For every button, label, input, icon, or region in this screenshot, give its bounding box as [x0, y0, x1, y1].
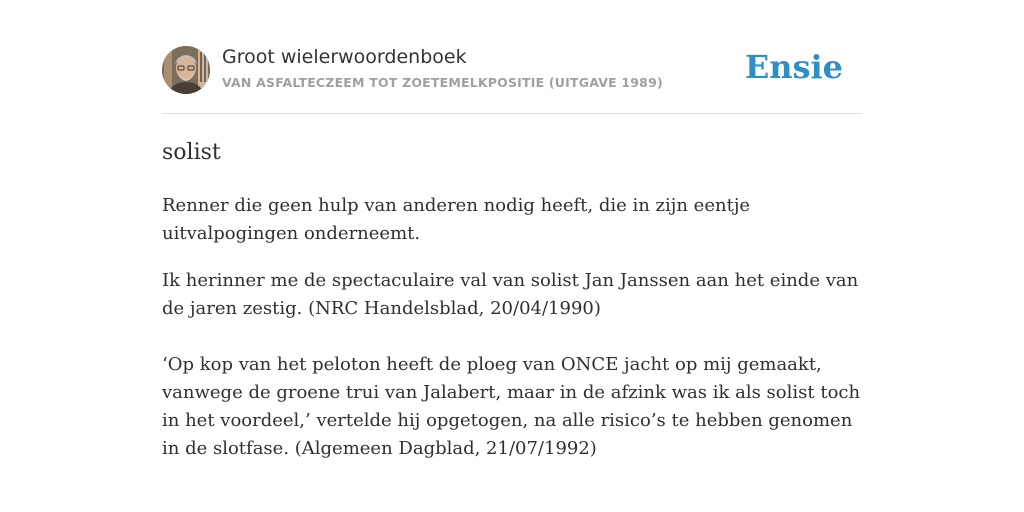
entry-definition: Renner die geen hulp van anderen nodig heeft, die in zijn eentje uitvalpogingen onderneemt. — [162, 195, 751, 244]
entry-quote: ‘Op kop van het peloton heeft de ploeg van ONCE jacht op mij gemaakt, vanwege de groene trui van Jalabert, maar in de afzink was ik als solist toch in het voordeel,’ vertelde hij opgetogen, na alle risico’s te hebben genomen in de slotfase. (Algemeen Dagblad, 21/07/1992) — [162, 354, 861, 459]
source-title[interactable]: Groot wielerwoordenboek — [222, 46, 467, 68]
source-header — [162, 46, 862, 114]
author-avatar[interactable] — [162, 46, 210, 94]
source-subtitle: VAN ASFALTECZEEM TOT ZOETEMELKPOSITIE (UITGAVE 1989) — [222, 75, 663, 90]
entry-term: solist — [162, 140, 221, 165]
entry-card — [162, 46, 862, 463]
ensie-logo[interactable]: Ensie — [744, 48, 843, 86]
author-photo-icon — [162, 46, 210, 94]
entry-quote: Ik herinner me de spectaculaire val van solist Jan Janssen aan het einde van de jaren zestig. (NRC Handelsblad, 20/04/1990) — [162, 270, 859, 319]
